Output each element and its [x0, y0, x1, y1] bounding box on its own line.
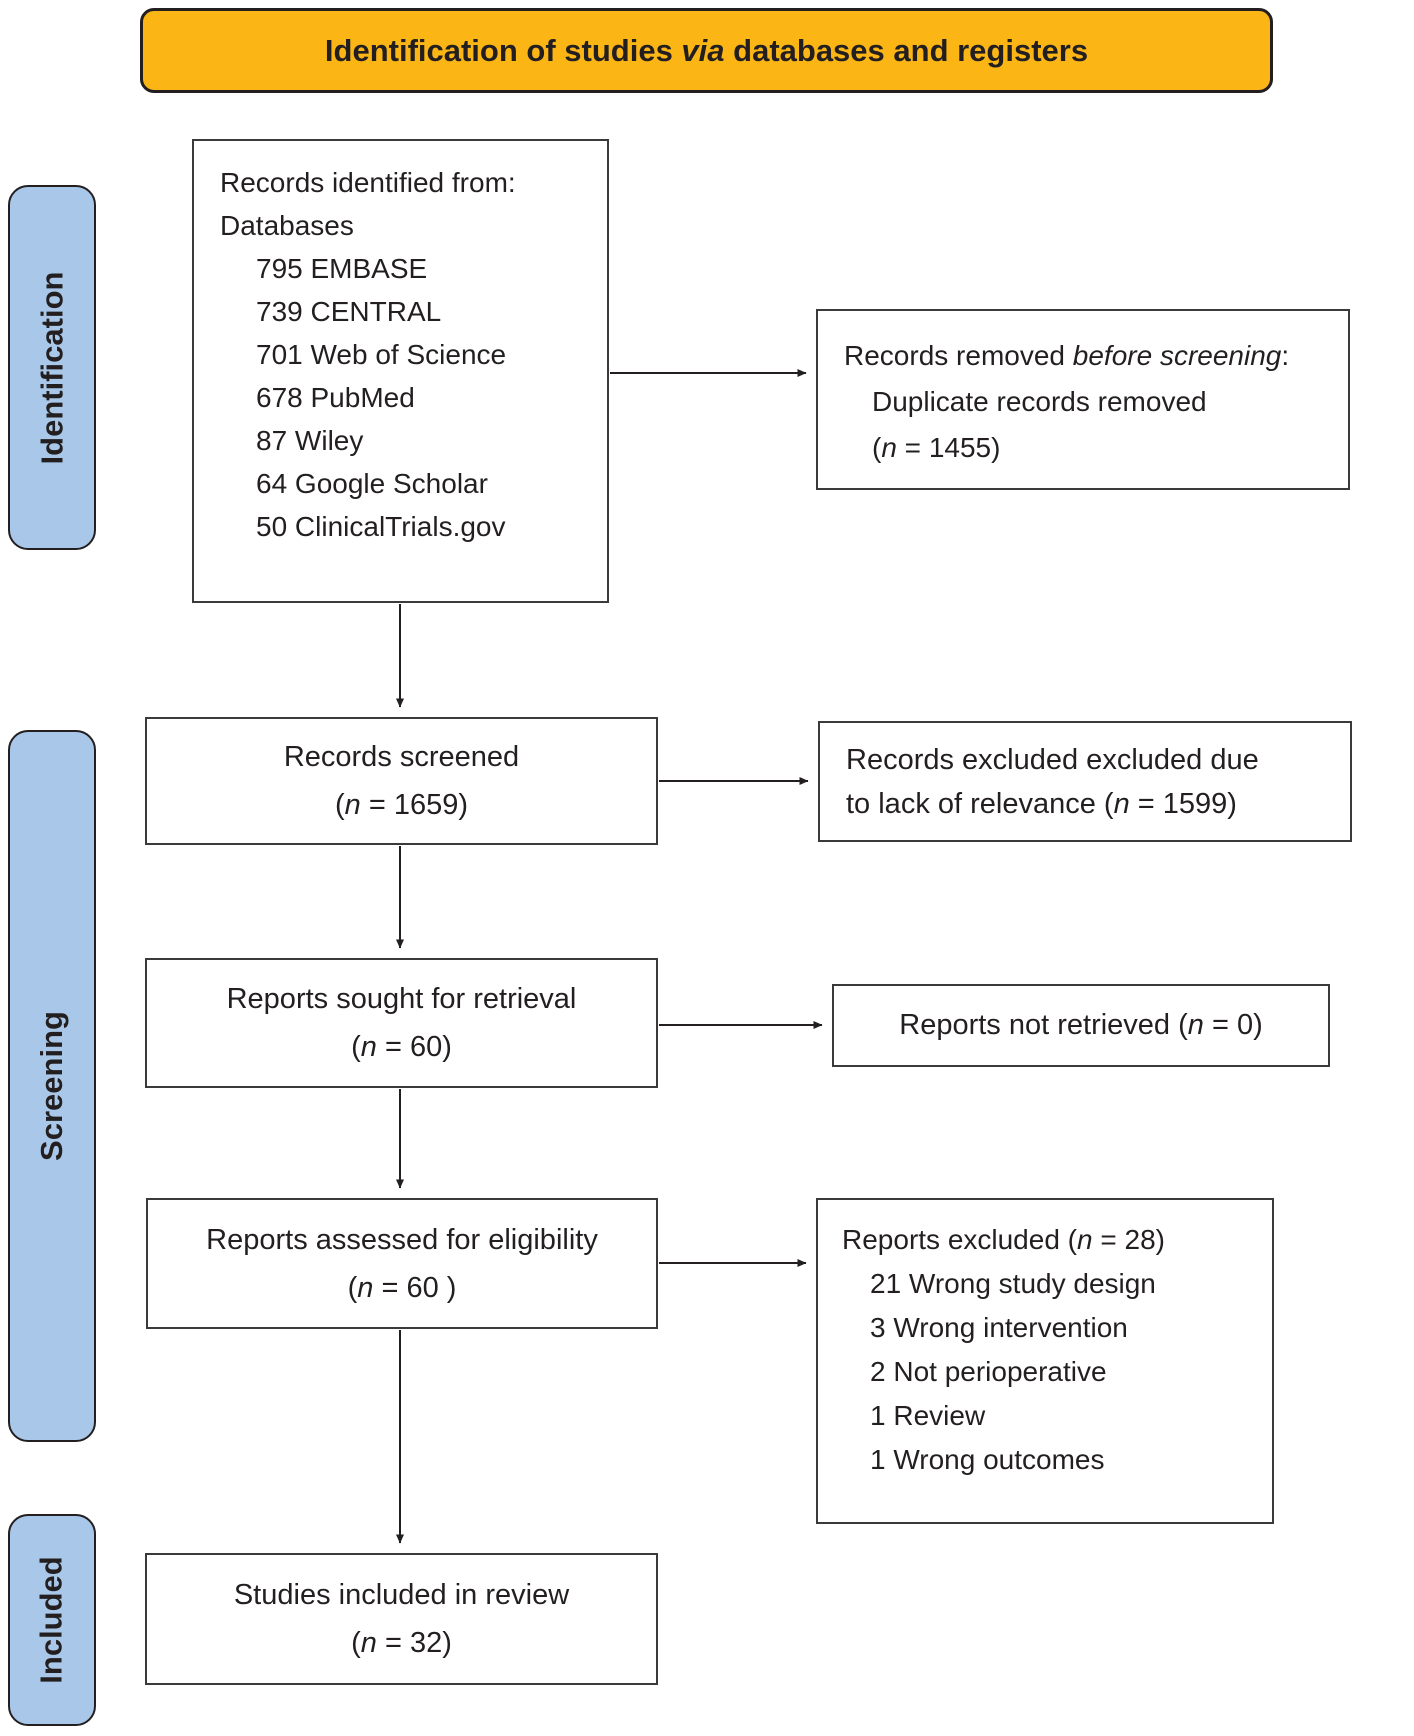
records-identified-subheading: Databases: [220, 210, 354, 241]
box-records-excluded: [818, 721, 1352, 842]
reports-sought-count-post: = 60): [376, 1031, 452, 1063]
records-screened-count-italic: n: [344, 789, 361, 821]
database-count-line: 64 Google Scholar: [256, 468, 488, 499]
stage-label-identification-text: Identification: [34, 271, 70, 464]
reports-not-retrieved-post: = 0): [1203, 1009, 1263, 1041]
reports-not-retrieved-text: [899, 1004, 1263, 1047]
box-reports-excluded: [816, 1198, 1274, 1524]
title-text-italic: via: [681, 32, 725, 68]
stage-label-identification: [8, 185, 96, 550]
studies-included-count-pre: (: [351, 1627, 361, 1659]
records-screened-count-pre: (: [334, 789, 345, 821]
box-studies-included: [145, 1553, 658, 1685]
records-removed-count-post: = 1455): [896, 432, 1001, 463]
records-removed-line1-post: :: [1281, 340, 1290, 371]
database-count-line: 50 ClinicalTrials.gov: [256, 511, 506, 542]
records-removed-count-pre: (: [872, 432, 882, 463]
title-text-post: databases and registers: [724, 32, 1089, 68]
reports-assessed-count: [348, 1264, 457, 1312]
exclusion-reason-line: 1 Review: [870, 1400, 986, 1431]
reports-assessed-count-pre: (: [347, 1271, 358, 1304]
records-excluded-line1: Records excluded excluded due: [846, 744, 1259, 776]
records-screened-count-post: = 1659): [360, 789, 469, 821]
records-screened-label: Records screened: [283, 741, 520, 773]
studies-included-count-italic: n: [360, 1627, 377, 1659]
reports-sought-count-italic: n: [360, 1031, 377, 1063]
reports-not-retrieved-italic: n: [1187, 1009, 1204, 1041]
exclusion-reason-line: 1 Wrong outcomes: [870, 1444, 1105, 1475]
reports-assessed-count-italic: n: [357, 1271, 374, 1304]
stage-label-included: [8, 1514, 96, 1726]
records-excluded-line2-italic: n: [1113, 788, 1130, 820]
exclusion-reason-line: 2 Not perioperative: [870, 1356, 1107, 1387]
database-count-line: 701 Web of Science: [256, 339, 507, 370]
exclusion-reason-line: 3 Wrong intervention: [870, 1312, 1128, 1343]
box-reports-sought: [145, 958, 658, 1088]
reports-not-retrieved-pre: Reports not retrieved (: [899, 1009, 1188, 1041]
database-count-line: 87 Wiley: [256, 425, 364, 456]
reports-excluded-heading-italic: n: [1077, 1224, 1093, 1255]
title-text: [325, 33, 1088, 69]
reports-excluded-heading-post: = 28): [1092, 1224, 1165, 1255]
box-reports-assessed: [146, 1198, 658, 1329]
reports-excluded-heading: [842, 1218, 1266, 1262]
records-removed-line1-italic: before screening: [1072, 340, 1282, 371]
reports-sought-label: Reports sought for retrieval: [226, 983, 577, 1015]
stage-label-included-text: Included: [34, 1556, 70, 1684]
box-records-screened: [145, 717, 658, 845]
records-removed-line2: Duplicate records removed: [872, 386, 1207, 417]
records-screened-count: [335, 781, 468, 829]
reports-assessed-count-post: = 60 ): [373, 1271, 457, 1304]
database-count-line: 795 EMBASE: [256, 253, 428, 284]
database-count-line: 678 PubMed: [256, 382, 415, 413]
reports-excluded-heading-pre: Reports excluded (: [842, 1224, 1078, 1255]
records-removed-count-italic: n: [881, 432, 897, 463]
reports-assessed-label: Reports assessed for eligibility: [206, 1223, 598, 1256]
title-banner: [140, 8, 1273, 93]
records-removed-line1-pre: Records removed: [844, 340, 1073, 371]
records-identified-heading: Records identified from:: [220, 167, 516, 198]
stage-label-screening-text: Screening: [34, 1011, 70, 1161]
records-removed-line1: [844, 333, 1342, 379]
reports-sought-count-pre: (: [351, 1031, 361, 1063]
records-removed-count: [844, 425, 1342, 471]
box-reports-not-retrieved: [832, 984, 1330, 1067]
studies-included-count-post: = 32): [376, 1627, 452, 1659]
records-excluded-line2-pre: to lack of relevance (: [846, 788, 1114, 820]
studies-included-count: [351, 1619, 452, 1667]
box-records-identified: [192, 139, 609, 603]
records-excluded-line2: [846, 782, 1344, 826]
title-text-pre: Identification of studies: [324, 32, 682, 68]
stage-label-screening: [8, 730, 96, 1442]
exclusion-reason-line: 21 Wrong study design: [870, 1268, 1156, 1299]
reports-sought-count: [351, 1023, 452, 1071]
records-excluded-line2-post: = 1599): [1129, 788, 1237, 820]
studies-included-label: Studies included in review: [233, 1579, 570, 1611]
database-count-line: 739 CENTRAL: [256, 296, 442, 327]
box-records-removed-before-screening: [816, 309, 1350, 490]
